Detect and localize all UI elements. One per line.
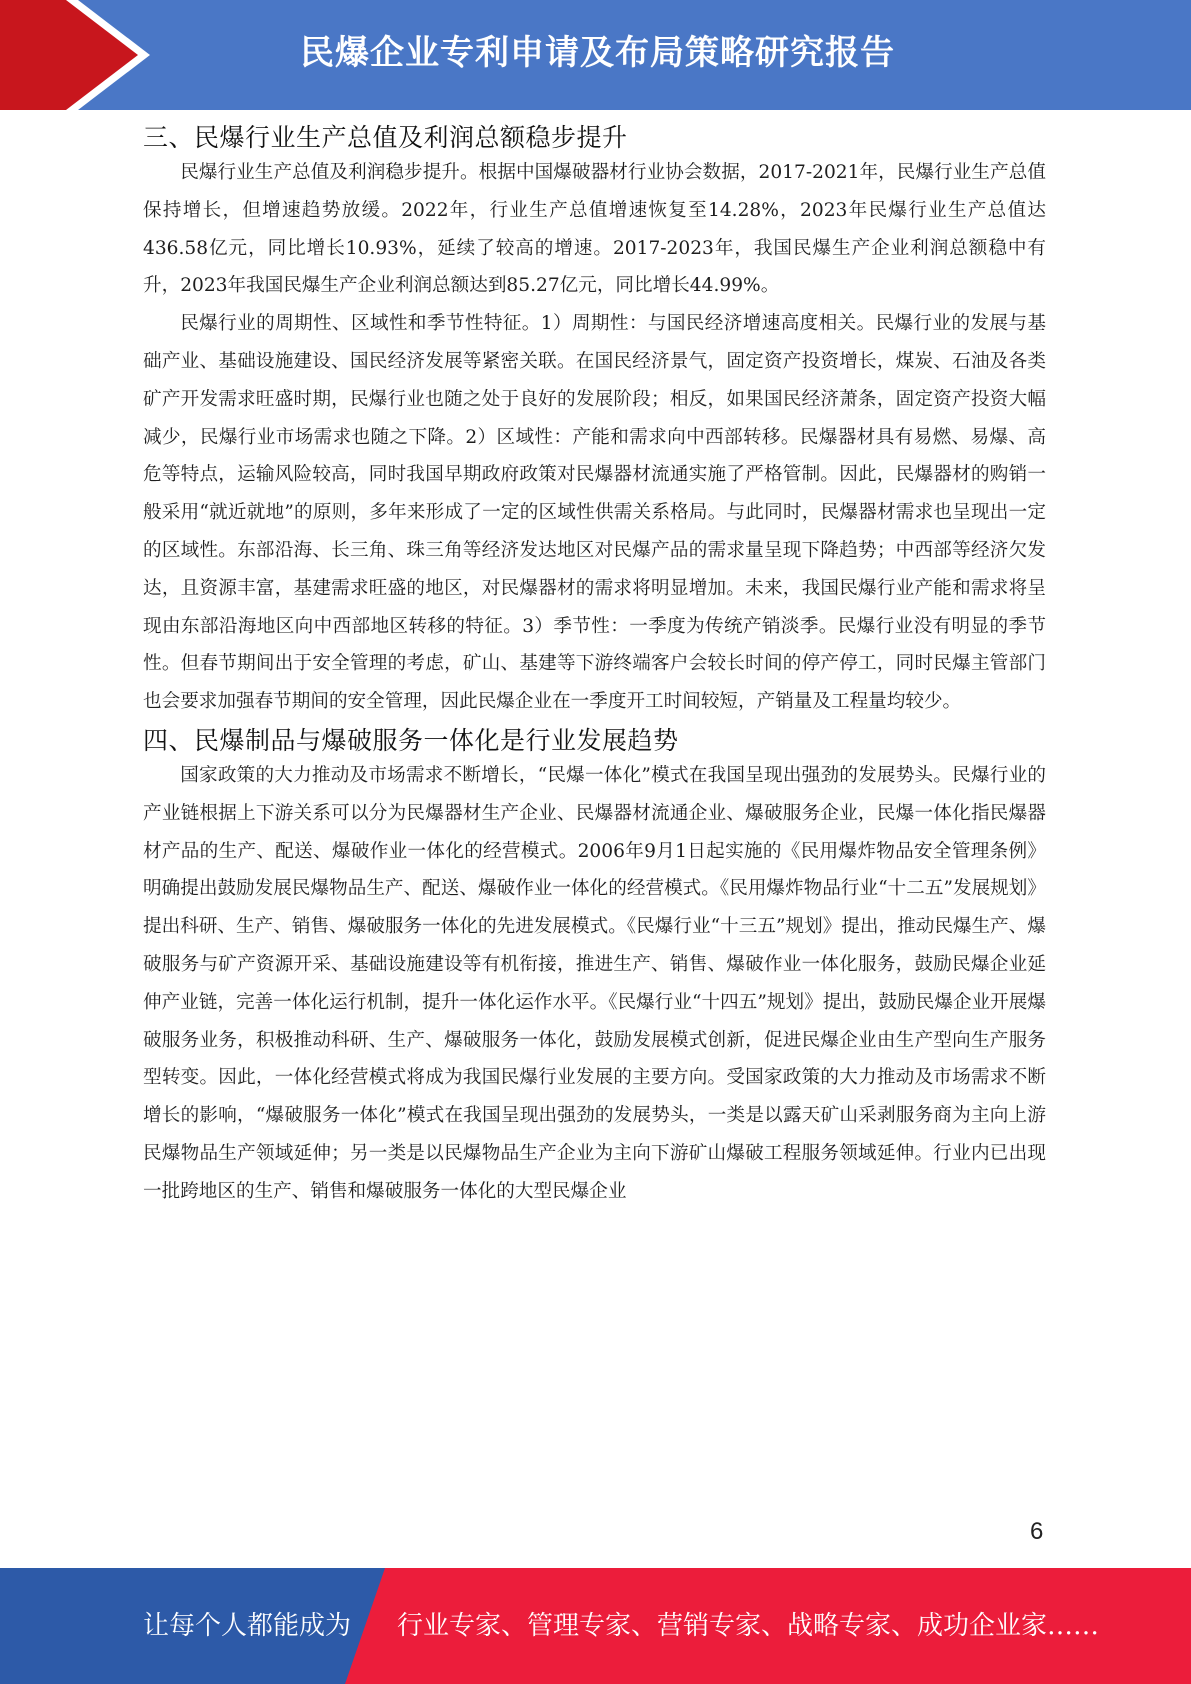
document-body (143, 118, 1046, 1211)
report-title: 民爆企业专利申请及布局策略研究报告 (300, 33, 895, 73)
footer-slogan-left: 让每个人都能成为 (143, 1611, 352, 1641)
header-arrow-decoration (0, 0, 150, 110)
header-banner (0, 0, 1191, 110)
page-number: 6 (1030, 1518, 1044, 1545)
section-heading-3: 三、民爆行业生产总值及利润总额稳步提升 (143, 123, 628, 152)
paragraph: 国家政策的大力推动及市场需求不断增长，“民爆一体化”模式在我国呈现出强劲的发展势头。民爆行业的产业链根据上下游关系可以分为民爆器材生产企业、民爆器材流通企业、爆破服务企业，民爆一体化指民爆器材产品的生产、配送、爆破作业一体化的经营模式。2006年9月1日起实施的《民用爆炸物品安全管理条例》明确提出鼓励发展民爆物品生产、配送、爆破作业一体化的经营模式。《民用爆炸物品行业“十二五”发展规划》提出科研、生产、销售、爆破服务一体化的先进发展模式。《民爆行业“十三五”规划》提出，推动民爆生产、爆破服务与矿产资源开采、基础设施建设等有机衔接，推进生产、销售、爆破作业一体化服务，鼓励民爆企业延伸产业链，完善一体化运行机制，提升一体化运作水平。《民爆行业“十四五”规划》提出，鼓励民爆企业开展爆破服务业务，积极推动科研、生产、爆破服务一体化，鼓励发展模式创新，促进民爆企业由生产型向生产服务型转变。因此，一体化经营模式将成为我国民爆行业发展的主要方向。受国家政策的大力推动及市场需求不断增长的影响，“爆破服务一体化”模式在我国呈现出强劲的发展势头，一类是以露天矿山采剥服务商为主向上游民爆物品生产领域延伸；另一类是以民爆物品生产企业为主向下游矿山爆破工程服务领域延伸。行业内已出现一批跨地区的生产、销售和爆破服务一体化的大型民爆企业 (143, 764, 1046, 1202)
paragraph: 民爆行业的周期性、区域性和季节性特征。1）周期性：与国民经济增速高度相关。民爆行业的发展与基础产业、基础设施建设、国民经济发展等紧密关联。在国民经济景气，固定资产投资增长，煤炭、石油及各类矿产开发需求旺盛时期，民爆行业也随之处于良好的发展阶段；相反，如果国民经济萧条，固定资产投资大幅减少，民爆行业市场需求也随之下降。2）区域性：产能和需求向中西部转移。民爆器材具有易燃、易爆、高危等特点，运输风险较高，同时我国早期政府政策对民爆器材流通实施了严格管制。因此，民爆器材的购销一般采用“就近就地”的原则，多年来形成了一定的区域性供需关系格局。与此同时，民爆器材需求也呈现出一定的区域性。东部沿海、长三角、珠三角等经济发达地区对民爆产品的需求量呈现下降趋势；中西部等经济欠发达，且资源丰富，基建需求旺盛的地区，对民爆器材的需求将明显增加。未来，我国民爆行业产能和需求将呈现由东部沿海地区向中西部地区转移的特征。3）季节性：一季度为传统产销淡季。民爆行业没有明显的季节性。但春节期间出于安全管理的考虑，矿山、基建等下游终端客户会较长时间的停产停工，同时民爆主管部门也会要求加强春节期间的安全管理，因此民爆企业在一季度开工时间较短，产销量及工程量均较少。 (143, 313, 1046, 713)
section-heading-4: 四、民爆制品与爆破服务一体化是行业发展趋势 (143, 725, 679, 755)
paragraph: 民爆行业生产总值及利润稳步提升。根据中国爆破器材行业协会数据，2017-2021年，民爆行业生产总值保持增长，但增速趋势放缓。2022年，行业生产总值增速恢复至14.28%，2023年民爆行业生产总值达436.58亿元，同比增长10.93%，延续了较高的增速。2017-2023年，我国民爆生产企业利润总额稳中有升，2023年我国民爆生产企业利润总额达到85.27亿元，同比增长44.99%。 (143, 162, 1046, 297)
footer-slogan-right: 行业专家、管理专家、营销专家、战略专家、成功企业家…… (397, 1611, 1100, 1641)
footer-banner (0, 1568, 1191, 1684)
